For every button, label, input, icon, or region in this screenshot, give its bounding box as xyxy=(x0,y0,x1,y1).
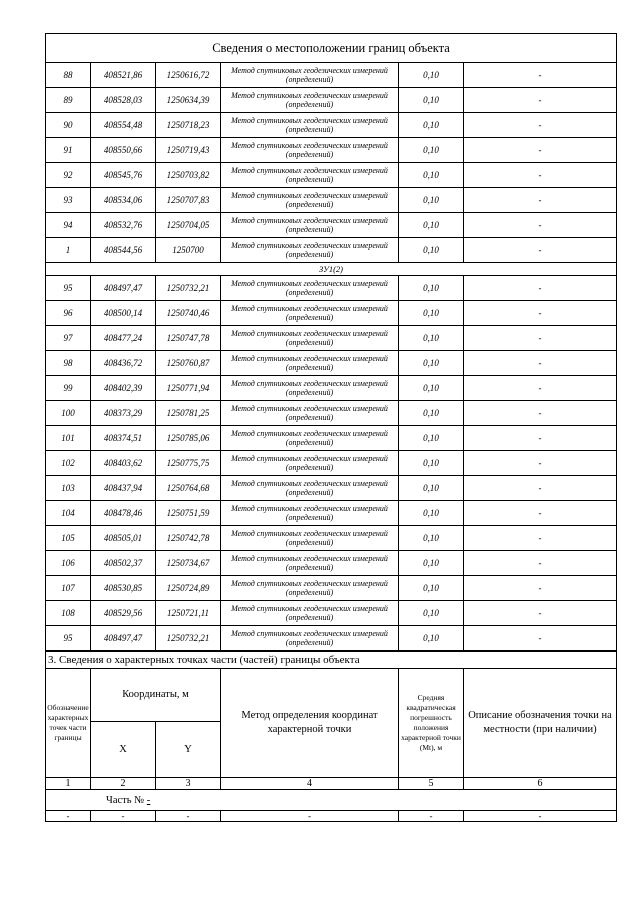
method-cell: Метод спутниковых геодезических измерений (определений) xyxy=(221,326,399,351)
col-number: 3 xyxy=(156,778,221,790)
part-value: - xyxy=(146,794,151,806)
mt-cell: 0,10 xyxy=(399,426,464,451)
coord-x: 408530,85 xyxy=(91,576,156,601)
boundary-sheet xyxy=(45,33,616,822)
parcel-subheading: ЗУ1(2) xyxy=(46,263,617,276)
header-coords: Координаты, м xyxy=(91,669,221,722)
table-row xyxy=(46,626,617,651)
mt-cell: 0,10 xyxy=(399,351,464,376)
method-cell: Метод спутниковых геодезических измерений (определений) xyxy=(221,451,399,476)
coord-y: 1250734,67 xyxy=(156,551,221,576)
coord-x: 408497,47 xyxy=(91,276,156,301)
point-number: 101 xyxy=(46,426,91,451)
mt-cell: 0,10 xyxy=(399,138,464,163)
point-number: 90 xyxy=(46,113,91,138)
description-cell: - xyxy=(464,188,617,213)
empty-cell: - xyxy=(399,811,464,822)
mt-cell: 0,10 xyxy=(399,501,464,526)
description-cell: - xyxy=(464,601,617,626)
coord-x: 408437,94 xyxy=(91,476,156,501)
header-point-label: Обозначение характерных точек части границы xyxy=(46,669,91,778)
mt-cell: 0,10 xyxy=(399,326,464,351)
description-cell: - xyxy=(464,451,617,476)
coord-x: 408497,47 xyxy=(91,626,156,651)
mt-cell: 0,10 xyxy=(399,163,464,188)
description-cell: - xyxy=(464,526,617,551)
coord-x: 408550,66 xyxy=(91,138,156,163)
mt-cell: 0,10 xyxy=(399,276,464,301)
header-method: Метод определения координат характерной точки xyxy=(221,669,399,778)
point-number: 1 xyxy=(46,238,91,263)
col-number: 1 xyxy=(46,778,91,790)
point-number: 99 xyxy=(46,376,91,401)
description-cell: - xyxy=(464,351,617,376)
col-number: 2 xyxy=(91,778,156,790)
coord-x: 408477,24 xyxy=(91,326,156,351)
point-number: 106 xyxy=(46,551,91,576)
mt-cell: 0,10 xyxy=(399,601,464,626)
description-cell: - xyxy=(464,88,617,113)
header-y: Y xyxy=(156,722,221,778)
point-number: 105 xyxy=(46,526,91,551)
coord-x: 408544,56 xyxy=(91,238,156,263)
method-cell: Метод спутниковых геодезических измерений (определений) xyxy=(221,213,399,238)
table-row xyxy=(46,426,617,451)
method-cell: Метод спутниковых геодезических измерений (определений) xyxy=(221,163,399,188)
table-row xyxy=(46,326,617,351)
coord-y: 1250732,21 xyxy=(156,626,221,651)
point-number: 92 xyxy=(46,163,91,188)
coord-x: 408403,62 xyxy=(91,451,156,476)
mt-cell: 0,10 xyxy=(399,551,464,576)
mt-cell: 0,10 xyxy=(399,626,464,651)
method-cell: Метод спутниковых геодезических измерений (определений) xyxy=(221,188,399,213)
coord-x: 408534,06 xyxy=(91,188,156,213)
description-cell: - xyxy=(464,163,617,188)
mt-cell: 0,10 xyxy=(399,376,464,401)
coord-y: 1250751,59 xyxy=(156,501,221,526)
mt-cell: 0,10 xyxy=(399,238,464,263)
empty-cell: - xyxy=(156,811,221,822)
col-number: 4 xyxy=(221,778,399,790)
method-cell: Метод спутниковых геодезических измерений (определений) xyxy=(221,576,399,601)
description-cell: - xyxy=(464,138,617,163)
description-cell: - xyxy=(464,476,617,501)
point-number: 88 xyxy=(46,63,91,88)
mt-cell: 0,10 xyxy=(399,301,464,326)
table-row xyxy=(46,138,617,163)
table-row xyxy=(46,376,617,401)
coord-y: 1250781,25 xyxy=(156,401,221,426)
coord-y: 1250785,06 xyxy=(156,426,221,451)
point-number: 94 xyxy=(46,213,91,238)
section-3-title: 3. Сведения о характерных точках части (частей) границы объекта xyxy=(46,652,617,669)
header-description: Описание обозначения точки на местности (при наличии) xyxy=(464,669,617,778)
table-row xyxy=(46,276,617,301)
coord-y: 1250775,75 xyxy=(156,451,221,476)
header-mt: Средняя квадратическая погрешность положения характерной точки (Mt), м xyxy=(399,669,464,778)
coord-x: 408521,86 xyxy=(91,63,156,88)
table-row xyxy=(46,601,617,626)
mt-cell: 0,10 xyxy=(399,88,464,113)
coord-x: 408528,03 xyxy=(91,88,156,113)
description-cell: - xyxy=(464,551,617,576)
part-label: Часть № xyxy=(106,794,145,806)
coord-y: 1250764,68 xyxy=(156,476,221,501)
col-number: 5 xyxy=(399,778,464,790)
coord-y: 1250760,87 xyxy=(156,351,221,376)
point-number: 97 xyxy=(46,326,91,351)
section-title: Сведения о местоположении границ объекта xyxy=(46,34,617,63)
method-cell: Метод спутниковых геодезических измерений (определений) xyxy=(221,426,399,451)
coord-y: 1250707,83 xyxy=(156,188,221,213)
coord-y: 1250616,72 xyxy=(156,63,221,88)
mt-cell: 0,10 xyxy=(399,213,464,238)
mt-cell: 0,10 xyxy=(399,526,464,551)
point-number: 98 xyxy=(46,351,91,376)
empty-cell: - xyxy=(91,811,156,822)
coord-x: 408373,29 xyxy=(91,401,156,426)
method-cell: Метод спутниковых геодезических измерений (определений) xyxy=(221,601,399,626)
table-row xyxy=(46,551,617,576)
coord-x: 408502,37 xyxy=(91,551,156,576)
point-number: 104 xyxy=(46,501,91,526)
mt-cell: 0,10 xyxy=(399,188,464,213)
coord-x: 408505,01 xyxy=(91,526,156,551)
description-cell: - xyxy=(464,426,617,451)
mt-cell: 0,10 xyxy=(399,476,464,501)
coord-y: 1250703,82 xyxy=(156,163,221,188)
coord-x: 408500,14 xyxy=(91,301,156,326)
coord-y: 1250724,89 xyxy=(156,576,221,601)
point-number: 108 xyxy=(46,601,91,626)
coord-y: 1250721,11 xyxy=(156,601,221,626)
coord-x: 408532,76 xyxy=(91,213,156,238)
point-number: 93 xyxy=(46,188,91,213)
table-row xyxy=(46,301,617,326)
point-number: 100 xyxy=(46,401,91,426)
table-row xyxy=(46,576,617,601)
coord-y: 1250771,94 xyxy=(156,376,221,401)
coord-x: 408554,48 xyxy=(91,113,156,138)
method-cell: Метод спутниковых геодезических измерений (определений) xyxy=(221,63,399,88)
table-row xyxy=(46,188,617,213)
method-cell: Метод спутниковых геодезических измерений (определений) xyxy=(221,113,399,138)
coord-y: 1250634,39 xyxy=(156,88,221,113)
mt-cell: 0,10 xyxy=(399,451,464,476)
description-cell: - xyxy=(464,63,617,88)
table-row xyxy=(46,113,617,138)
table-row xyxy=(46,401,617,426)
col-number: 6 xyxy=(464,778,617,790)
table-row xyxy=(46,88,617,113)
table-row xyxy=(46,238,617,263)
coord-x: 408545,76 xyxy=(91,163,156,188)
point-number: 107 xyxy=(46,576,91,601)
coord-y: 1250742,78 xyxy=(156,526,221,551)
coord-y: 1250719,43 xyxy=(156,138,221,163)
table-row xyxy=(46,63,617,88)
coord-y: 1250718,23 xyxy=(156,113,221,138)
coord-y: 1250704,05 xyxy=(156,213,221,238)
method-cell: Метод спутниковых геодезических измерений (определений) xyxy=(221,238,399,263)
coord-x: 408436,72 xyxy=(91,351,156,376)
method-cell: Метод спутниковых геодезических измерений (определений) xyxy=(221,138,399,163)
empty-cell: - xyxy=(221,811,399,822)
method-cell: Метод спутниковых геодезических измерений (определений) xyxy=(221,376,399,401)
empty-cell: - xyxy=(464,811,617,822)
coord-y: 1250740,46 xyxy=(156,301,221,326)
description-cell: - xyxy=(464,238,617,263)
method-cell: Метод спутниковых геодезических измерений (определений) xyxy=(221,551,399,576)
method-cell: Метод спутниковых геодезических измерений (определений) xyxy=(221,351,399,376)
table-row xyxy=(46,163,617,188)
point-number: 89 xyxy=(46,88,91,113)
part-number-row xyxy=(46,790,617,811)
method-cell: Метод спутниковых геодезических измерений (определений) xyxy=(221,501,399,526)
coord-y: 1250700 xyxy=(156,238,221,263)
coord-y: 1250747,78 xyxy=(156,326,221,351)
method-cell: Метод спутниковых геодезических измерений (определений) xyxy=(221,88,399,113)
description-cell: - xyxy=(464,301,617,326)
description-cell: - xyxy=(464,326,617,351)
description-cell: - xyxy=(464,501,617,526)
method-cell: Метод спутниковых геодезических измерений (определений) xyxy=(221,476,399,501)
mt-cell: 0,10 xyxy=(399,576,464,601)
coord-x: 408374,51 xyxy=(91,426,156,451)
parts-table xyxy=(45,651,617,822)
description-cell: - xyxy=(464,401,617,426)
method-cell: Метод спутниковых геодезических измерений (определений) xyxy=(221,401,399,426)
description-cell: - xyxy=(464,576,617,601)
table-row xyxy=(46,501,617,526)
method-cell: Метод спутниковых геодезических измерений (определений) xyxy=(221,526,399,551)
description-cell: - xyxy=(464,213,617,238)
description-cell: - xyxy=(464,626,617,651)
mt-cell: 0,10 xyxy=(399,401,464,426)
table-row xyxy=(46,351,617,376)
point-number: 91 xyxy=(46,138,91,163)
point-number: 95 xyxy=(46,276,91,301)
method-cell: Метод спутниковых геодезических измерений (определений) xyxy=(221,301,399,326)
table-row xyxy=(46,213,617,238)
coord-x: 408402,39 xyxy=(91,376,156,401)
description-cell: - xyxy=(464,376,617,401)
header-x: X xyxy=(91,722,156,778)
coord-y: 1250732,21 xyxy=(156,276,221,301)
table-row xyxy=(46,476,617,501)
point-number: 103 xyxy=(46,476,91,501)
mt-cell: 0,10 xyxy=(399,113,464,138)
boundary-table xyxy=(45,33,617,651)
method-cell: Метод спутниковых геодезических измерений (определений) xyxy=(221,626,399,651)
table-row xyxy=(46,451,617,476)
method-cell: Метод спутниковых геодезических измерений (определений) xyxy=(221,276,399,301)
table-row xyxy=(46,526,617,551)
point-number: 96 xyxy=(46,301,91,326)
description-cell: - xyxy=(464,276,617,301)
description-cell: - xyxy=(464,113,617,138)
mt-cell: 0,10 xyxy=(399,63,464,88)
coord-x: 408529,56 xyxy=(91,601,156,626)
empty-cell: - xyxy=(46,811,91,822)
point-number: 95 xyxy=(46,626,91,651)
point-number: 102 xyxy=(46,451,91,476)
coord-x: 408478,46 xyxy=(91,501,156,526)
